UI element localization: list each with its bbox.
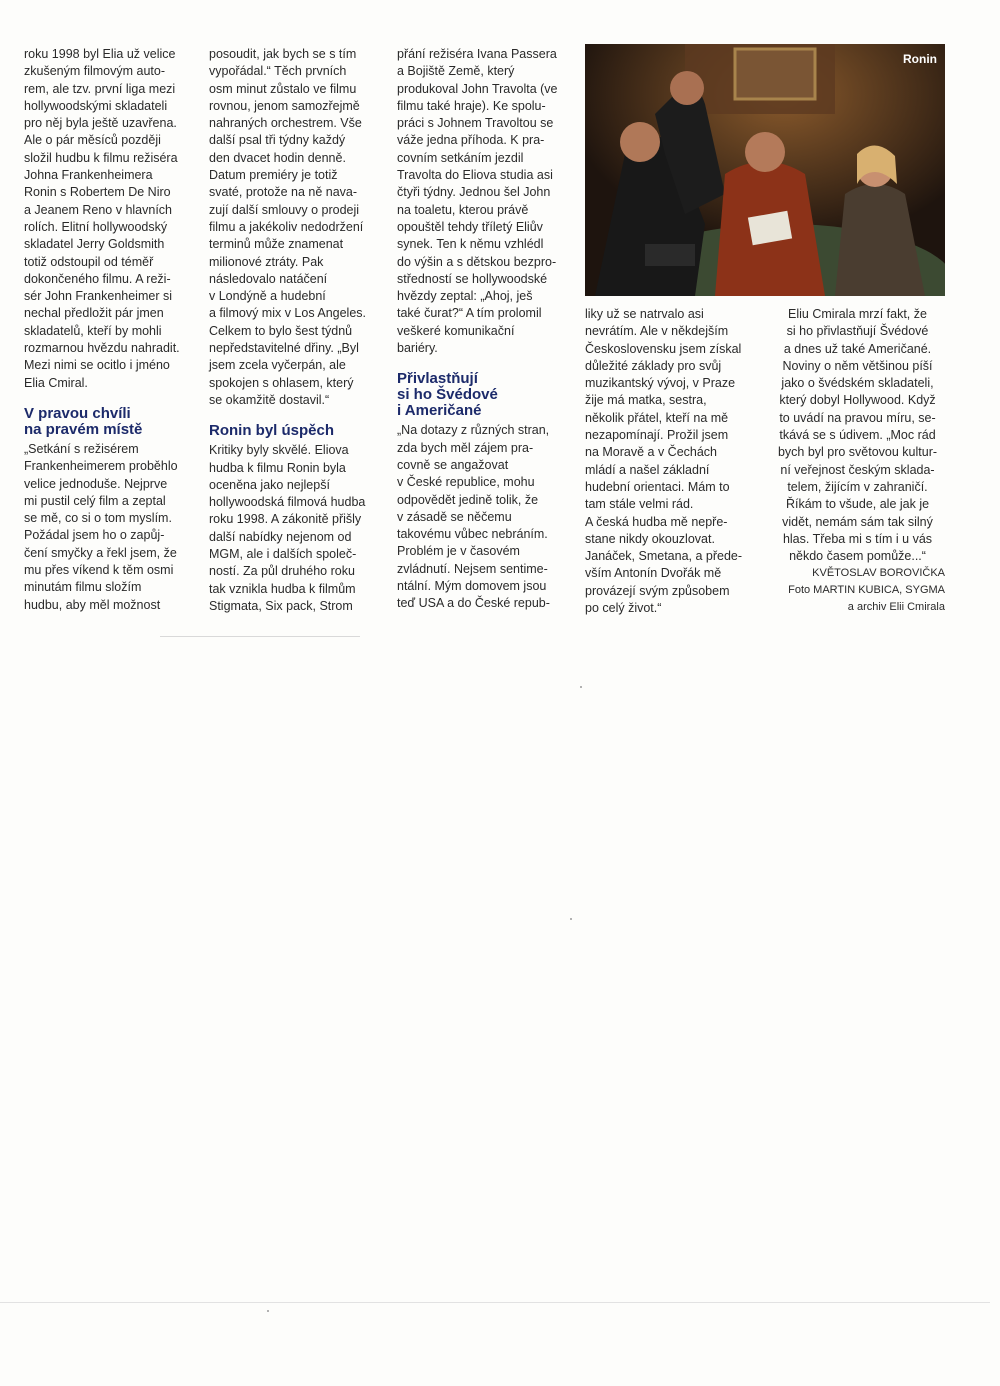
column-3-paragraph-2: „Na dotazy z různých stran, zda bych měl zájem pra- covně se angažovat v České republice, mohu odpovědět jedině tolik, že v zásadě se něčemu takovému vůbec nebráním. Problém je v časovém zvládnutí. Nejsem sentime- ntální. Mým domovem jsou teď USA a do České repub- [397,423,550,611]
column-2 [209,46,381,615]
column-2-paragraph-2: Kritiky byly skvělé. Eliova hudba k filmu Ronin byla oceněna jako nejlepší hollywoodská filmová hudba roku 1998. A zákonitě přišly další nabídky nejenom od MGM, ale i dalších společ- ností. Za půl druhého roku tak vznikla hudba k filmům Stigmata, Six pack, Strom [209,443,366,613]
subheading-swedes-americans: Přivlastňují si ho Švédové i Američané [397,370,498,420]
column-2-paragraph-1: posoudit, jak bych se s tím vypořádal.“ Těch prvních osm minut zůstalo ve filmu rovnou, jenom samozřejmě nahraných orchestrem. Vše další psal tři týdny každý den dvacet hodin denně. Datum premiéry je totiž svaté, protože na ně nava- zují další smlouvy o prodeji filmu a jakékoliv nedodržení terminů může znamenat milionové ztráty. Pak následovalo natáčení v Londýně a hudební a filmový mix v Los Angeles. Celkem to bylo šest týdnů nepředstavitelné dřiny. „Byl jsem zcela vyčerpán, ale spokojen s ohlasem, který se okamžitě dostavil.“ [209,47,367,407]
scan-rule-bottom [0,1302,990,1303]
column-5-paragraph-1: Eliu Cmirala mrzí fakt, že si ho přivlastňují Švédové a dnes už také Američané. Noviny o něm většinou píší jako o švédském skladateli, který dobyl Hollywood. Když to uvádí na pravou míru, se- tkává se s údivem. „Moc rád bych byl pro světovou kultur- ní veřejnost českým sklada- telem, žijícím v zahraničí. Říkám to všude, ale jak je vidět, nemám sám tak silný hlas. Třeba mi s tím i u vás někdo časem pomůže...“ [777,307,938,564]
column-3-paragraph-1: přání režiséra Ivana Passera a Bojiště Země, který produkoval John Travolta (ve filmu také hraje). Ke spolu- práci s Johnem Travoltou se váže jedna příhoda. K pra- covním setkáním jezdil Travolta do Eliova studia asi čtyři týdny. Jednou šel John na toaletu, kterou právě opouštěl tehdy tříletý Eliův synek. Ten k němu vzhlédl do výšin a s dětskou bezpro- středností se hollywoodské hvězdy zeptal: „Ahoj, ješ také čurat?“ A tím prolomil veškeré komunikační bariéry. [397,47,558,356]
archive-credit: a archiv Elii Cmirala [847,601,945,614]
scan-rule [160,636,360,637]
subheading-right-time: V pravou chvíli na pravém místě [24,404,143,438]
ronin-scene-illustration [585,44,945,296]
column-1-paragraph-1: roku 1998 byl Elia už velice zkušeným filmovým auto- rem, ale tzv. první liga mezi hollywoodskými skladateli pro něj byla ještě uzavřena. Ale o pár měsíců později složil hudbu k filmu režiséra Johna Frankenheimera Ronin s Robertem De Niro a Jeanem Reno v hlavních rolích. Elitní hollywoodský skladatel Jerry Goldsmith totiž odstoupil od téměř dokončeného filmu. A reži- sér John Frankenheimer si nechal předložit pár jmen skladatelů, kteří by mohli rozmarnou hvězdu nahradit. Mezi nimi se ocitlo i jméno Elia Cmiral. [24,47,180,390]
scan-speck [267,1310,269,1312]
photo-label: Ronin [903,52,937,66]
column-3 [397,46,569,613]
column-4-paragraph-1: liky už se natrvalo asi nevrátím. Ale v někdejším Československu jsem získal důležité základy pro svůj muzikantský vývoj, v Praze žije má matka, sestra, několik přátel, kteří na mě nezapomínají. Prožil jsem na Moravě a v Čechách mládí a našel základní hudební orientaci. Mám to tam stále velmi rád. A česká hudba mě nepře- stane nikdy okouzlovat. Janáček, Smetana, a přede- vším Antonín Dvořák mě provázejí svým způsobem po celý život.“ [585,307,743,616]
column-1-paragraph-2: „Setkání s režisérem Frankenheimerem proběhlo velice jednoduše. Nejprve mi pustil celý film a zeptal se mě, co si o tom myslím. Požádal jsem ho o zapůj- čení smyčky a řekl jsem, že mu přes víkend k těm osmi minutám filmu složím hudbu, aby měl možnost [24,441,178,612]
column-4 [585,306,760,617]
column-1 [24,46,196,614]
column-5 [770,306,945,616]
scan-speck [580,686,582,688]
author-credit: KVĚTOSLAV BOROVIČKA [812,567,945,580]
photo-credit: Foto MARTIN KUBICA, SYGMA [788,584,945,597]
scan-speck [570,918,572,920]
subheading-ronin-success: Ronin byl úspěch [209,422,335,440]
ronin-film-photo [585,44,945,296]
